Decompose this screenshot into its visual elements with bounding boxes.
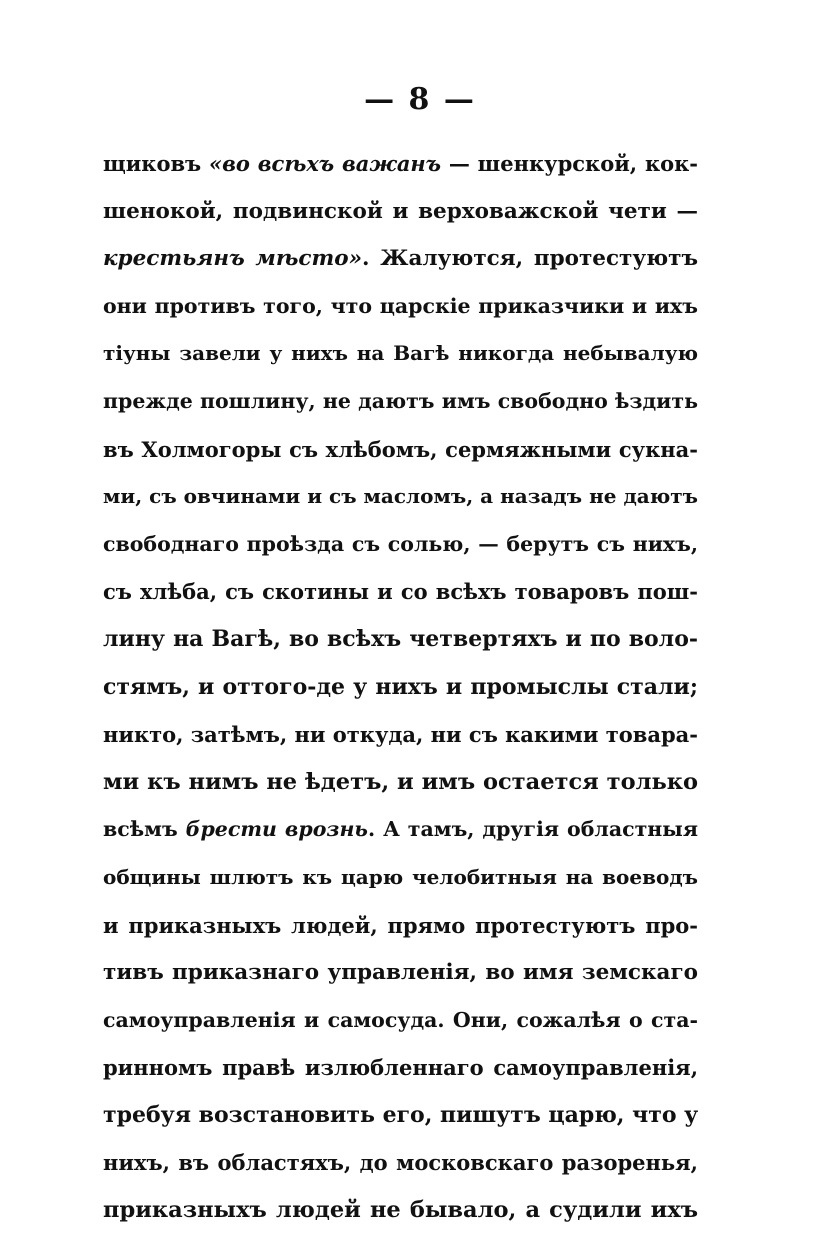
text-line-14: ми къ нимъ не ѣдетъ, и имъ остается только [103,768,698,795]
text-line-19: самоуправленія и самосуда. Они, сожалѣя о ста- [103,1007,698,1032]
text-line-5: тіуны завели у нихъ на Вагѣ никогда небывалую [103,341,698,366]
text-line-20: ринномъ правѣ излюбленнаго самоуправленія, [103,1055,698,1081]
text-line-4: они противъ того, что царскіе приказчики и ихъ [103,293,698,318]
text-line-9: свободнаго проѣзда съ солью, — берутъ съ нихъ, [103,531,698,556]
text-line-13: никто, затѣмъ, ни откуда, ни съ какими товара- [103,722,698,748]
text-line-23: приказныхъ людей не бывало, а судили ихъ [103,1197,698,1224]
text-line-12: стямъ, и оттого-де у нихъ и промыслы стали; [103,673,698,700]
body-text [103,140,698,1235]
text-line-17: и приказныхъ людей, прямо протестуютъ про- [103,912,698,938]
text-line-15: всѣмъ брести врознь. А тамъ, другія областныя [103,817,698,842]
text-line-6: прежде пошлину, не даютъ имъ свободно ѣздить [103,388,698,413]
text-line-7: въ Холмогоры съ хлѣбомъ, сермяжными сукна- [103,436,698,462]
text-line-11: лину на Вагѣ, во всѣхъ четвертяхъ и по воло- [103,625,698,652]
text-line-1: щиковъ «во всѣхъ важанъ — шенкурской, кок- [103,151,698,176]
text-line-16: общины шлютъ къ царю челобитныя на воеводъ [103,864,698,889]
page-number: — 8 — [364,82,476,117]
text-line-10: съ хлѣба, съ скотины и со всѣхъ товаровъ пош- [103,579,698,605]
text-line-21: требуя возстановить его, пишутъ царю, что у [103,1101,698,1128]
text-line-3: крестьянъ мѣсто». Жалуются, протестуютъ [103,246,698,272]
text-line-22: нихъ, въ областяхъ, до московскаго разоренья, [103,1150,698,1176]
text-line-8: ми, съ овчинами и съ масломъ, а назадъ не даютъ [103,484,698,509]
text-line-18: тивъ приказнаго управленія, во имя земскаго [103,960,698,986]
text-line-2: шенокой, подвинской и верховажской чети — [103,198,698,224]
